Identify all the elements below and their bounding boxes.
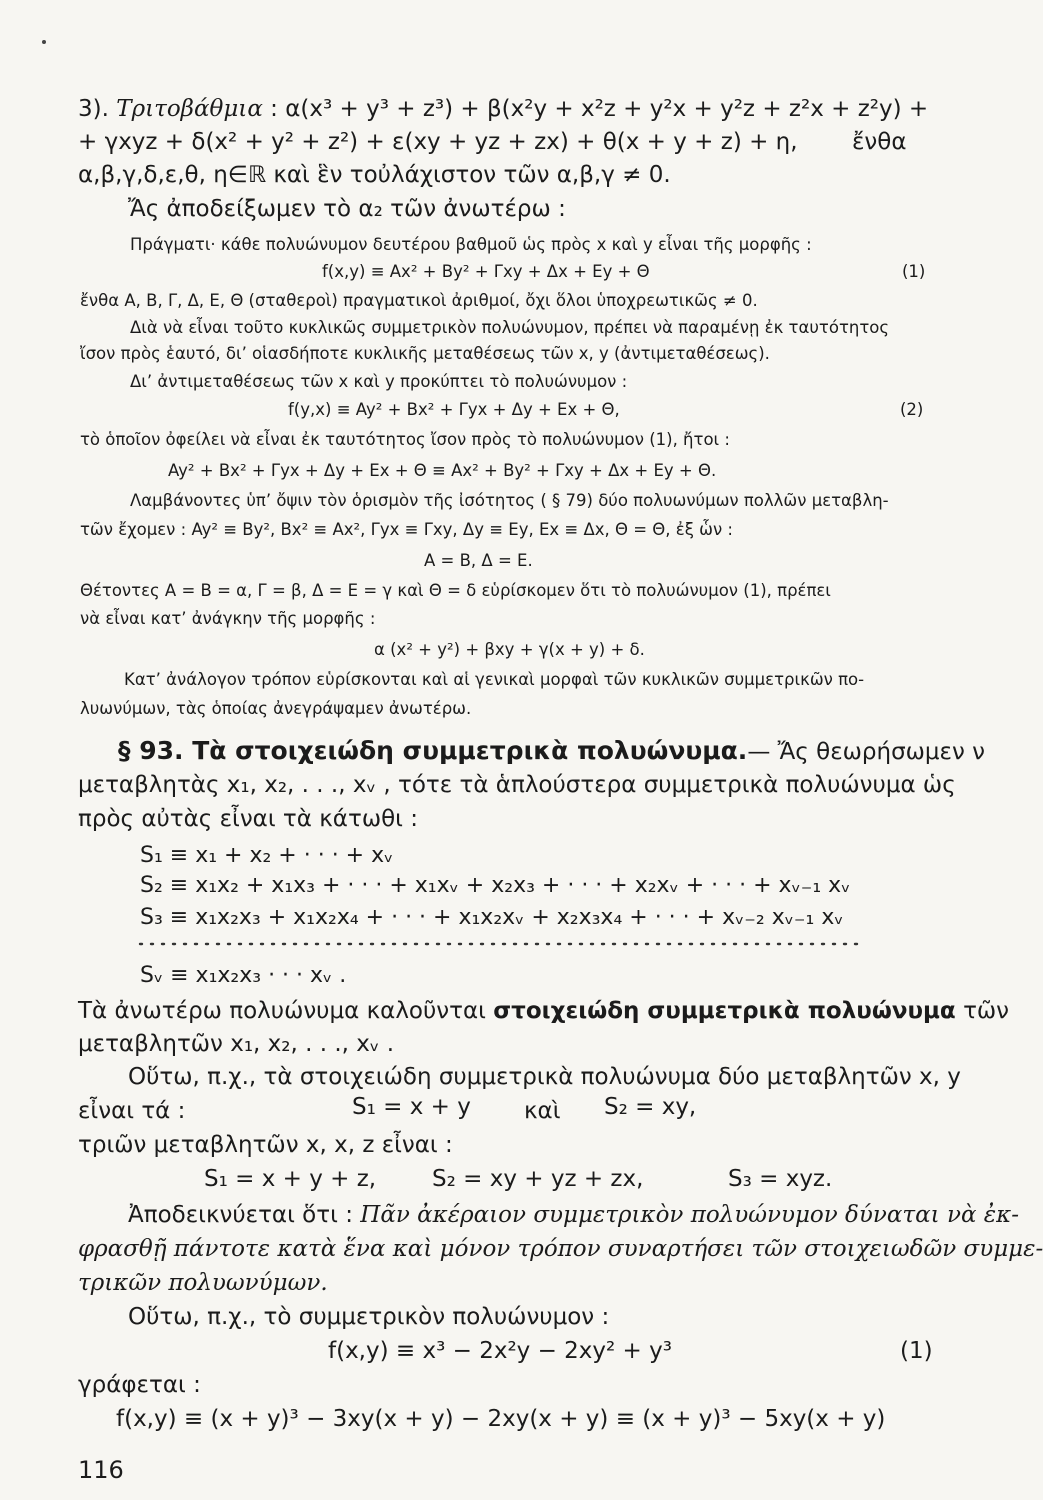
dotted-separator <box>140 940 860 948</box>
formula-s3-three: S₃ = xyz. <box>728 1166 833 1192</box>
section-heading: § 93. Τὰ στοιχειώδη συμμετρικὰ πολυώνυμα.— Ἄς θεωρήσωμεν ν <box>118 736 985 765</box>
formula-s2-two: S₂ = xy, <box>604 1094 697 1120</box>
proof-text: Δι’ ἀντιμεταθέσεως τῶν x καὶ y προκύπτει τὸ πολυώνυμον : <box>130 372 628 391</box>
section-text: πρὸς αὐτὰς εἶναι τὰ κάτωθι : <box>78 806 418 832</box>
example-equation-1: f(x,y) ≡ x³ − 2x²y − 2xy² + y³ <box>328 1338 672 1364</box>
proof-text: τῶν ἔχομεν : Ay² ≡ By², Bx² ≡ Ax², Γyx ≡ Γxy, Δy ≡ Ey, Ex ≡ Δx, Θ = Θ, ἐξ ὧν : <box>80 520 733 539</box>
cubic-label: 3). Τριτοβάθμια : α(x³ + y³ + z³) + β(x²y + x²z + y²x + y²z + z²x + z²y) + <box>78 96 929 122</box>
proof-text: Διὰ νὰ εἶναι τοῦτο κυκλικῶς συμμετρικὸν πολυώνυμον, πρέπει νὰ παραμένῃ ἐκ ταυτότητος <box>130 318 890 337</box>
cubic-line-2: + γxyz + δ(x² + y² + z²) + ε(xy + yz + zx) + θ(x + y + z) + η, <box>78 129 798 155</box>
equation-1: f(x,y) ≡ Ax² + By² + Γxy + Δx + Ey + Θ <box>322 262 650 281</box>
proof-text: τὸ ὁποῖον ὀφείλει νὰ εἶναι ἐκ ταυτότητος ἴσον πρὸς τὸ πολυώνυμον (1), ἤτοι : <box>80 430 730 449</box>
section-text: μεταβλητὰς x₁, x₂, . . ., xᵥ , τότε τὰ ἁπλούστερα συμμετρικὰ πολυώνυμα ὡς <box>78 772 956 798</box>
speck <box>42 40 46 44</box>
formula-s2: S₂ ≡ x₁x₂ + x₁x₃ + · · · + x₁xᵥ + x₂x₃ + · · · + x₂xᵥ + · · · + xᵥ₋₁ xᵥ <box>140 873 851 898</box>
formula-sv: Sᵥ ≡ x₁x₂x₃ · · · xᵥ . <box>140 963 347 988</box>
section-text: Οὕτω, π.χ., τὰ στοιχειώδη συμμετρικὰ πολυώνυμα δύο μεταβλητῶν x, y <box>128 1064 961 1090</box>
theorem-text: φρασθῇ πάντοτε κατὰ ἕνα καὶ μόνον τρόπον συναρτήσει τῶν στοιχειωδῶν συμμε- <box>78 1236 1043 1262</box>
equation-number: (2) <box>900 400 924 419</box>
equation-number: (1) <box>900 1338 933 1364</box>
equation-4: A = B, Δ = E. <box>424 551 533 570</box>
example-equation-2: f(x,y) ≡ (x + y)³ − 3xy(x + y) − 2xy(x + y) ≡ (x + y)³ − 5xy(x + y) <box>116 1406 886 1432</box>
theorem-text: τρικῶν πολυωνύμων. <box>78 1270 328 1296</box>
formula-s3: S₃ ≡ x₁x₂x₃ + x₁x₂x₄ + · · · + x₁x₂xᵥ + x₂x₃x₄ + · · · + xᵥ₋₂ xᵥ₋₁ xᵥ <box>140 905 844 930</box>
section-text: εἶναι τά : <box>78 1098 186 1124</box>
proof-text: Λαμβάνοντες ὑπ’ ὄψιν τὸν ὁρισμὸν τῆς ἰσότητος ( § 79) δύο πολυωνύμων πολλῶν μεταβλη- <box>130 491 889 510</box>
section-text: Τὰ ἀνωτέρω πολυώνυμα καλοῦνται στοιχειώδη συμμετρικὰ πολυώνυμα τῶν <box>78 998 1010 1024</box>
equation-number: (1) <box>902 262 926 281</box>
page-number: 116 <box>78 1456 124 1484</box>
prove-line: Ἄς ἀποδείξωμεν τὸ α₂ τῶν ἀνωτέρω : <box>128 196 566 222</box>
section-text: καὶ <box>524 1098 561 1124</box>
section-text: Οὕτω, π.χ., τὸ συμμετρικὸν πολυώνυμον : <box>128 1304 610 1330</box>
proof-text: νὰ εἶναι κατ’ ἀνάγκην τῆς μορφῆς : <box>80 609 376 628</box>
proof-text: ἴσον πρὸς ἑαυτό, δι’ οἱασδήποτε κυκλικῆς μεταθέσεως τῶν x, y (ἀντιμεταθέσεως). <box>80 344 770 363</box>
theorem-text: Ἀποδεικνύεται ὅτι : Πᾶν ἀκέραιον συμμετρικὸν πολυώνυμον δύναται νὰ ἐκ- <box>128 1202 1019 1228</box>
section-text: γράφεται : <box>78 1372 201 1398</box>
formula-s1-three: S₁ = x + y + z, <box>204 1166 377 1192</box>
proof-text: Θέτοντες A = B = α, Γ = β, Δ = E = γ καὶ Θ = δ εὑρίσκομεν ὅτι τὸ πολυώνυμον (1), πρέπει <box>80 581 831 600</box>
formula-s1: S₁ ≡ x₁ + x₂ + · · · + xᵥ <box>140 843 394 868</box>
proof-text: λυωνύμων, τὰς ὁποίας ἀνεγράψαμεν ἀνωτέρω. <box>80 699 472 718</box>
formula-s1-two: S₁ = x + y <box>352 1094 471 1120</box>
section-text: τριῶν μεταβλητῶν x, x, z εἶναι : <box>78 1132 453 1158</box>
equation-3: Ay² + Bx² + Γyx + Δy + Ex + Θ ≡ Ax² + By² + Γxy + Δx + Ey + Θ. <box>168 461 717 480</box>
proof-text: Πράγματι· κάθε πολυώνυμον δευτέρου βαθμοῦ ὡς πρὸς x καὶ y εἶναι τῆς μορφῆς : <box>130 235 812 254</box>
equation-2: f(y,x) ≡ Ay² + Bx² + Γyx + Δy + Ex + Θ, <box>288 400 620 419</box>
cubic-line-3: α,β,γ,δ,ε,θ, η∈ℝ καὶ ἓν τοὐλάχιστον τῶν α,β,γ ≠ 0. <box>78 162 671 188</box>
proof-text: Κατ’ ἀνάλογον τρόπον εὑρίσκονται καὶ αἱ γενικαὶ μορφαὶ τῶν κυκλικῶν συμμετρικῶν πο- <box>124 670 865 689</box>
proof-text: ἔνθα A, B, Γ, Δ, E, Θ (σταθεροὶ) πραγματικοὶ ἀριθμοί, ὄχι ὅλοι ὑποχρεωτικῶς ≠ 0. <box>80 291 758 310</box>
section-text: μεταβλητῶν x₁, x₂, . . ., xᵥ . <box>78 1031 395 1057</box>
formula-s2-three: S₂ = xy + yz + zx, <box>432 1166 644 1192</box>
equation-5: α (x² + y²) + βxy + γ(x + y) + δ. <box>374 640 645 659</box>
cubic-line-2-right: ἔνθα <box>852 129 907 155</box>
